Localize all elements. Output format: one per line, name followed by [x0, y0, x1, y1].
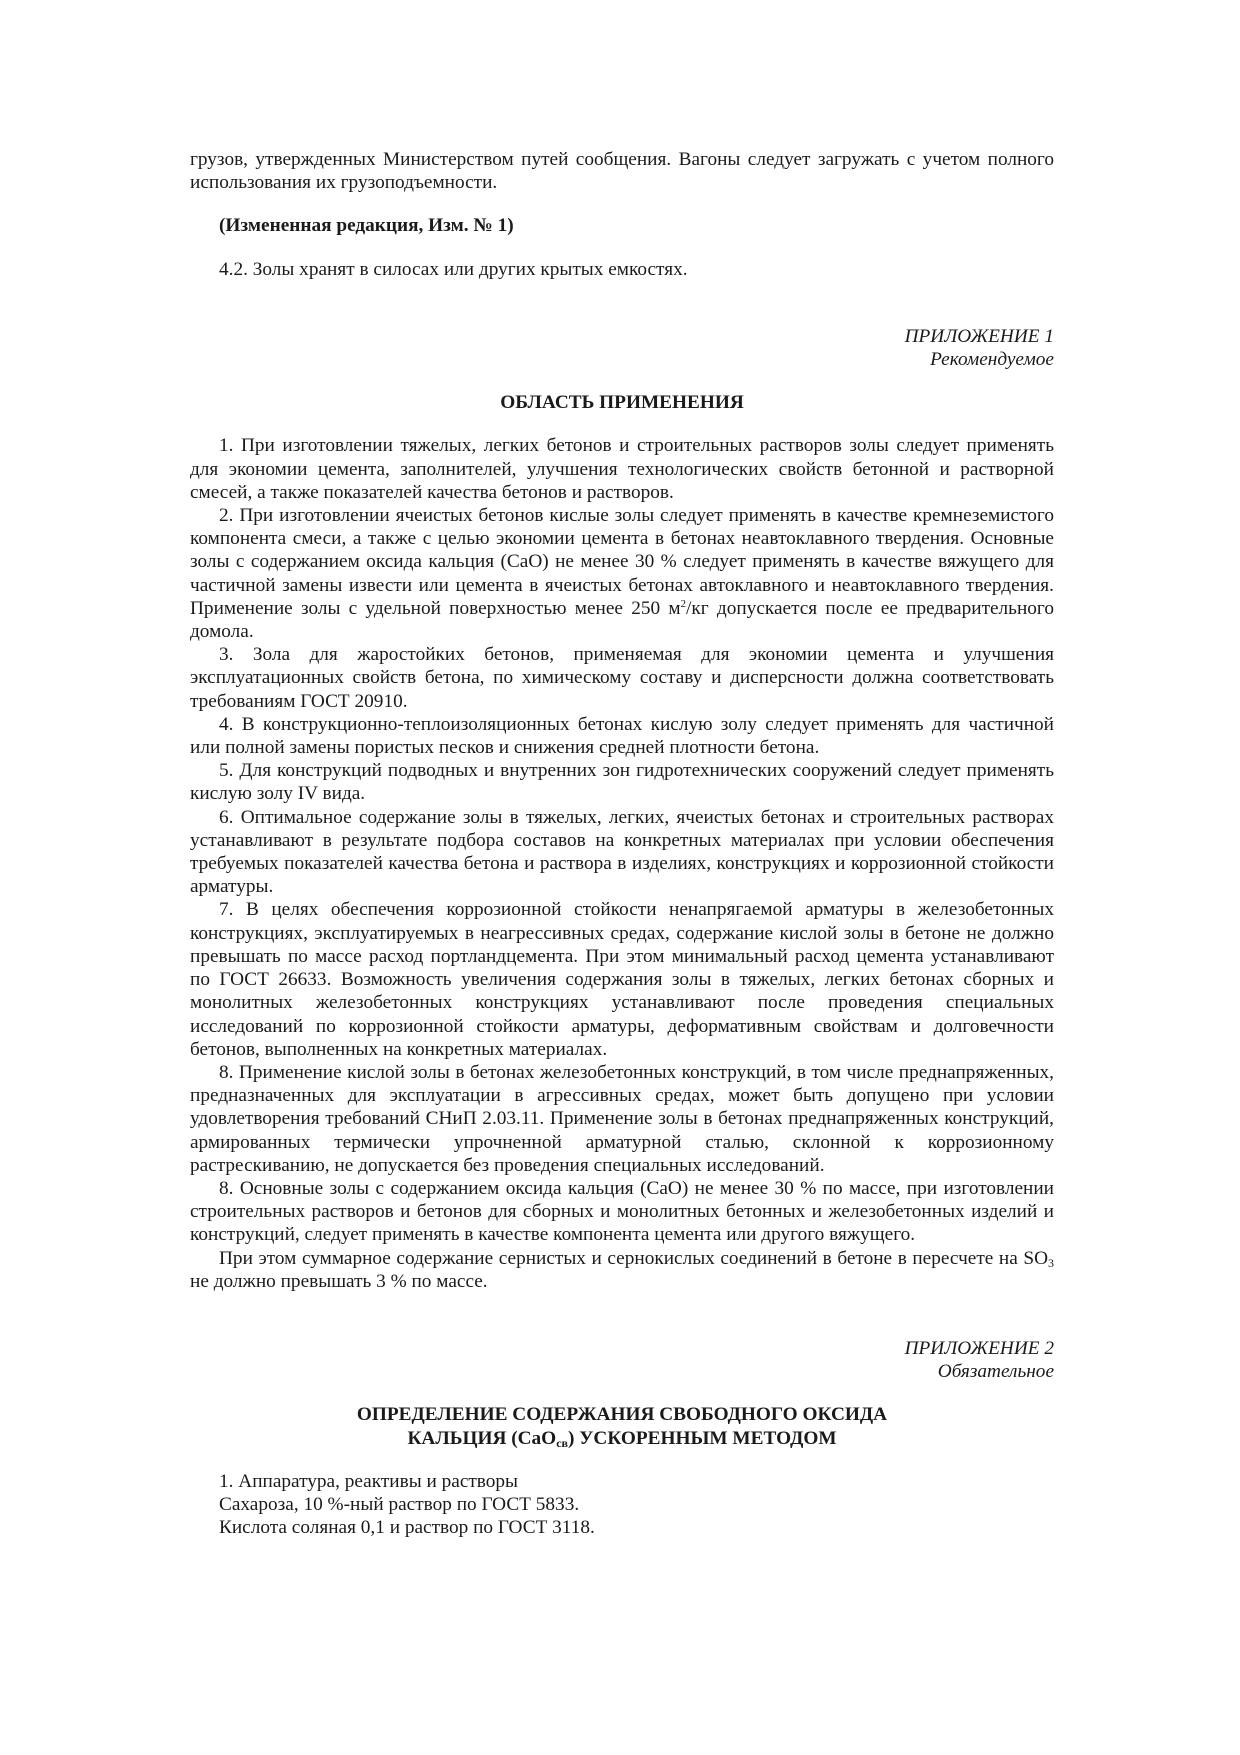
- amendment-note: (Измененная редакция, Изм. № 1): [219, 215, 514, 237]
- appendix2-body: [190, 1470, 1054, 1540]
- appendix1-body: [190, 434, 1054, 1293]
- appendix2-title-line1: ОПРЕДЕЛЕНИЕ СОДЕРЖАНИЯ СВОБОДНОГО ОКСИДА: [356, 1404, 888, 1426]
- paragraph-6: 6. Оптимальное содержание золы в тяжелых, легких, ячеистых бетонах и строительных растворах устанавливают в результате подбора составов на конкретных материалах при условии обеспечения требуемых показателей качества бетона и раствора в изделиях, конструкциях и коррозионной стойкости арматуры.: [190, 806, 1054, 898]
- appendix2-status: Обязательное: [937, 1361, 1054, 1383]
- appendix1-label: ПРИЛОЖЕНИЕ 1: [904, 325, 1054, 347]
- paragraph-3: 3. Зола для жаростойких бетонов, применяемая для экономии цемента и улучшения эксплуатационных свойств бетона, по химическому составу и дисперсности должна соответствовать требованиям ГОСТ 20910.: [190, 644, 1054, 712]
- paragraph-8b: 8. Основные золы с содержанием оксида кальция (CaO) не менее 30 % по массе, при изготовлении строительных растворов и бетонов для сборных и монолитных бетонных и железобетонных изделий и конструкций, следует применять в качестве компонента цемента или другого вяжущего.: [190, 1177, 1054, 1246]
- appendix2-item-3: Кислота соляная 0,1 и раствор по ГОСТ 3118.: [219, 1517, 595, 1539]
- appendix2-label: ПРИЛОЖЕНИЕ 2: [904, 1337, 1054, 1359]
- paragraph-5: 5. Для конструкций подводных и внутренних зон гидротехнических сооружений следует применять кислую золу IV вида.: [190, 760, 1054, 805]
- paragraph-9: При этом суммарное содержание сернистых и сернокислых соединений в бетоне в пересчете на $SO_3$ не должно превышать 3 % по массе.: [190, 1247, 1054, 1292]
- appendix2-item-2: Сахароза, 10 %-ный раствор по ГОСТ 5833.: [219, 1493, 580, 1515]
- appendix1-title: ОБЛАСТЬ ПРИМЕНЕНИЯ: [500, 392, 744, 414]
- appendix1-status: Рекомендуемое: [930, 349, 1054, 371]
- appendix2-item-1: 1. Аппаратура, реактивы и растворы: [219, 1470, 519, 1492]
- appendix2-title-line2: КАЛЬЦИЯ (CaO$_{св}$) УСКОРЕННЫМ МЕТОДОМ: [407, 1427, 837, 1450]
- appendix2-header: [190, 1337, 1054, 1383]
- item-4-2: 4.2. Золы хранят в силосах или других крытых емкостях.: [219, 258, 688, 280]
- paragraph-2: 2. При изготовлении ячеистых бетонов кислые золы следует применять в качестве кремнеземистого компонента смеси, а также с целью экономии цемента в бетонах неавтоклавного твердения. Основные золы с содержанием оксида кальция (CaO) не менее 30 % следует применять в качестве вяжущего для частичной замены извести или цемента в ячеистых бетонах автоклавного и неавтоклавного твердения. Применение золы с удельной поверхностью менее 250 $м^2/кг$ допускается после ее предварительного домола.: [190, 505, 1054, 643]
- paragraph-8a: 8. Применение кислой золы в бетонах железобетонных конструкций, в том числе преднапряженных, предназначенных для эксплуатации в агрессивных средах, может быть допущено при условии удовлетворения требований СНиП 2.03.11. Применение золы в бетонах преднапряженных конструкций, армированных термически упрочненной арматурной сталью, склонной к коррозионному растрескиванию, не допускается без проведения специальных исследований.: [190, 1061, 1054, 1176]
- intro-continuation: грузов, утвержденных Министерством путей сообщения. Вагоны следует загружать с учетом полного использования их грузоподъемности.: [190, 149, 1054, 194]
- document-page: [190, 148, 1054, 1539]
- appendix2-title: [190, 1403, 1054, 1449]
- paragraph-1: 1. При изготовлении тяжелых, легких бетонов и строительных растворов золы следует применять для экономии цемента, заполнителей, улучшения технологических свойств бетонной и растворной смесей, а также показателей качества бетонов и растворов.: [190, 435, 1054, 503]
- paragraph-4: 4. В конструкционно-теплоизоляционных бетонах кислую золу следует применять для частичной или полной замены пористых песков и снижения средней плотности бетона.: [190, 713, 1054, 759]
- paragraph-7: 7. В целях обеспечения коррозионной стойкости ненапрягаемой арматуры в железобетонных конструкциях, эксплуатируемых в неагрессивных средах, содержание кислой золы в бетоне не должно превышать по массе расход портландцемента. При этом минимальный расход цемента устанавливают по ГОСТ 26633. Возможность увеличения содержания золы в тяжелых, легких бетонах сборных и монолитных железобетонных конструкциях устанавливают после проведения специальных исследований по коррозионной стойкости арматуры, деформативным свойствам и долговечности бетонов, выполненных на конкретных материалах.: [190, 899, 1054, 1060]
- appendix1-header: [190, 325, 1054, 371]
